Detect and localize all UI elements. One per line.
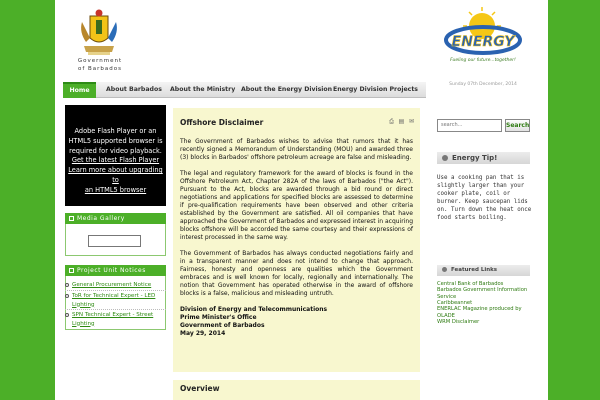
search-input[interactable]: search... [437,119,502,132]
signature-line-1: Division of Energy and Telecommunications [180,306,328,313]
media-gallery-header [65,213,166,224]
flash-message-line-3: required for video playback. [69,146,162,155]
energy-logo-tagline: Fueling our future...together! [450,58,516,63]
article-body [180,138,413,338]
barbados-coat-of-arms-icon [76,8,122,58]
nav-about-energy-division[interactable]: About the Energy Division [241,86,333,93]
project-notices-header [65,265,166,276]
pdf-icon[interactable]: ▤ [398,118,405,125]
government-name-line-2: of Barbados [77,66,123,72]
article-paragraph-3: The Government of Barbados has always conducted negotiations fairly and in a transparent manner and does not intend to change that approach. Fairness, honesty and openness are qualities which the Government embraces and is well known for locally, regionally and internationally. The notion that Government has operated otherwise in the award of offshore blocks is a false, malicious and misleading untruth. [180,250,413,297]
article-paragraph-2: The legal and regulatory framework for the award of blocks is found in the Offshore Petroleum Act, Chapter 282A of the laws of Barbados ("the Act"). Pursuant to the Act, blocks are awarded through a bid round or direct negotiations and applications for specified blocks are assessed to determine if pre-qualification requirements have been observed and other criteria established by the Government are satisfied. All oil companies that have approached the Government of Barbados and expressed interest in acquiring blocks offshore will be accorded the same courtesy and their expressions of interest processed in the same way. [180,170,413,241]
energy-tip-title: Energy Tip! [452,154,498,162]
nav-home[interactable]: Home [63,82,96,98]
page [55,0,548,400]
energy-tip-text: Use a cooking pan that is slightly larger than your cooker plate, coil or burner. Keep saucepan lids on. Turn down the heat once food starts boiling. [437,175,532,222]
notice-link-street-lighting[interactable]: SPN Technical Expert - Street Lighting [65,311,166,328]
html5-upgrade-link-line-1[interactable]: Learn more about upgrading to [68,166,163,184]
bullet-icon [65,283,69,287]
government-name [65,57,135,73]
nav-energy-division-projects[interactable]: Energy Division Projects [333,86,418,93]
notice-link-procurement[interactable]: General Procurement Notice [65,281,166,290]
bullet-icon [65,294,69,298]
signature-date: May 29, 2014 [180,330,226,337]
nav-about-barbados[interactable]: About Barbados [106,86,162,93]
email-icon[interactable]: ✉ [408,118,415,125]
link-enerlac-magazine[interactable]: ENERLAC Magazine produced by OLADE [437,306,522,319]
link-caribbeannet[interactable]: Caribbeannet [437,300,473,306]
energy-logo-text: ENERGY [451,34,515,50]
bullet-icon [442,155,448,161]
current-date: Sunday 07th December, 2014 [449,82,517,87]
divider [65,290,166,291]
video-player-placeholder [65,105,166,206]
article-paragraph-1: The Government of Barbados wishes to advise that rumors that it has recently signed a Memorandum of Understanding (MOU) and awarded three (3) blocks in Barbados' offshore petroleum acreage are false and misleading. [180,138,413,161]
flash-message-line-1: Adobe Flash Player or an [74,127,157,135]
featured-links-title: Featured Links [451,267,498,273]
media-gallery-title: Media Gallery [77,215,125,222]
media-gallery-input[interactable] [88,235,141,247]
signature-line-2: Prime Minister's Office [180,314,257,321]
link-wrm-disclaimer[interactable]: WRM Disclaimer [437,319,480,325]
bullet-icon [442,267,447,272]
signature-line-3: Government of Barbados [180,322,265,329]
link-government-information-service[interactable]: Barbados Government Information Service [437,287,528,300]
energy-division-logo [437,6,529,68]
government-name-line-1: Government [77,58,123,64]
nav-about-ministry[interactable]: About the Ministry [170,86,236,93]
get-flash-player-link[interactable]: Get the latest Flash Player [71,156,160,165]
bullet-icon [65,313,69,317]
html5-upgrade-link-line-2[interactable]: an HTML5 browser [84,185,147,194]
featured-links-header [437,265,530,276]
flash-message-line-2: HTML5 supported browser is [68,136,163,145]
divider [65,309,166,310]
notice-link-led-lighting[interactable]: ToR for Technical Expert - LED Lighting [65,292,166,309]
main-navigation [63,82,426,98]
notices-icon [69,268,74,273]
article-title: Offshore Disclaimer [180,118,264,127]
article-panel [173,108,420,372]
project-notices-title: Project Unit Notices [77,267,146,274]
gallery-icon [69,216,74,221]
overview-panel [173,380,420,400]
print-icon[interactable]: ⎙ [389,118,394,125]
header [55,0,548,87]
energy-tip-header [437,152,530,164]
search-button[interactable]: Search [505,119,530,132]
link-central-bank[interactable]: Central Bank of Barbados [437,281,504,287]
overview-title: Overview [180,384,220,393]
